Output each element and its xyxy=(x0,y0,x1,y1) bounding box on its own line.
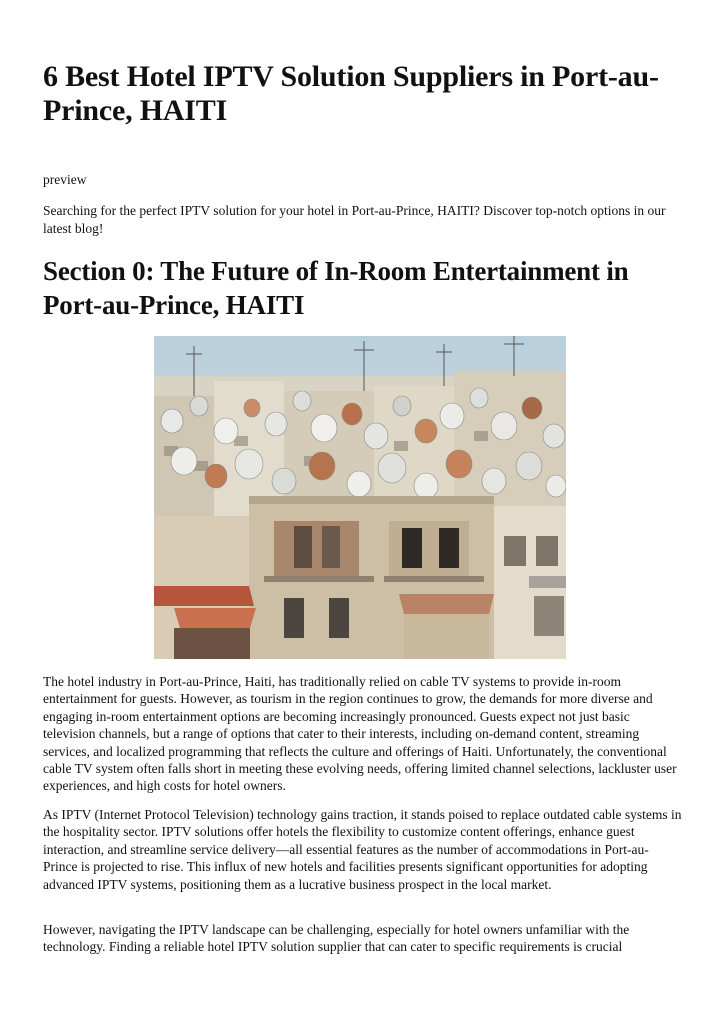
paragraph-1: The hotel industry in Port-au-Prince, Haiti, has traditionally relied on cable TV systems to provide in-room entertainment for guests. However, as tourism in the region continues to grow, the demands for more diverse and engaging in-room entertainment options are becoming increasingly pronounced. Guests expect not just basic television channels, but a range of options that cater to their interests, including on-demand content, streaming services, and localized programming that reflects the culture and offerings of Haiti. Unfortunately, the conventional cable TV system often falls short in meeting these evolving needs, offering limited channel selections, lackluster user experiences, and high costs for hotel owners. xyxy=(43,674,677,794)
preview-label: preview xyxy=(43,172,87,187)
paragraph-3: However, navigating the IPTV landscape can be challenging, especially for hotel owners unfamiliar with the technology. Finding a reliable hotel IPTV solution supplier that can cater to specific requirements is crucial xyxy=(43,922,630,955)
section-heading: Section 0: The Future of In-Room Entertainment in Port-au-Prince, HAITI xyxy=(43,256,629,320)
page-title: 6 Best Hotel IPTV Solution Suppliers in Port-au-Prince, HAITI xyxy=(43,60,659,127)
article xyxy=(43,0,679,322)
intro-text: Searching for the perfect IPTV solution for your hotel in Port-au-Prince, HAITI? Discover top-notch options in our latest blog! xyxy=(43,203,666,236)
rooftop-satellite-dishes-image xyxy=(154,336,566,659)
paragraph-2: As IPTV (Internet Protocol Television) technology gains traction, it stands poised to replace outdated cable systems in the hospitality sector. IPTV solutions offer hotels the flexibility to customize content offerings, enhance guest interaction, and streamline service delivery—all essential features as the number of accommodations in Port-au-Prince is projected to rise. This influx of new hotels and facilities presents significant opportunities for adopting advanced IPTV systems, positioning them as a lucrative business prospect in the local market. xyxy=(43,807,682,892)
